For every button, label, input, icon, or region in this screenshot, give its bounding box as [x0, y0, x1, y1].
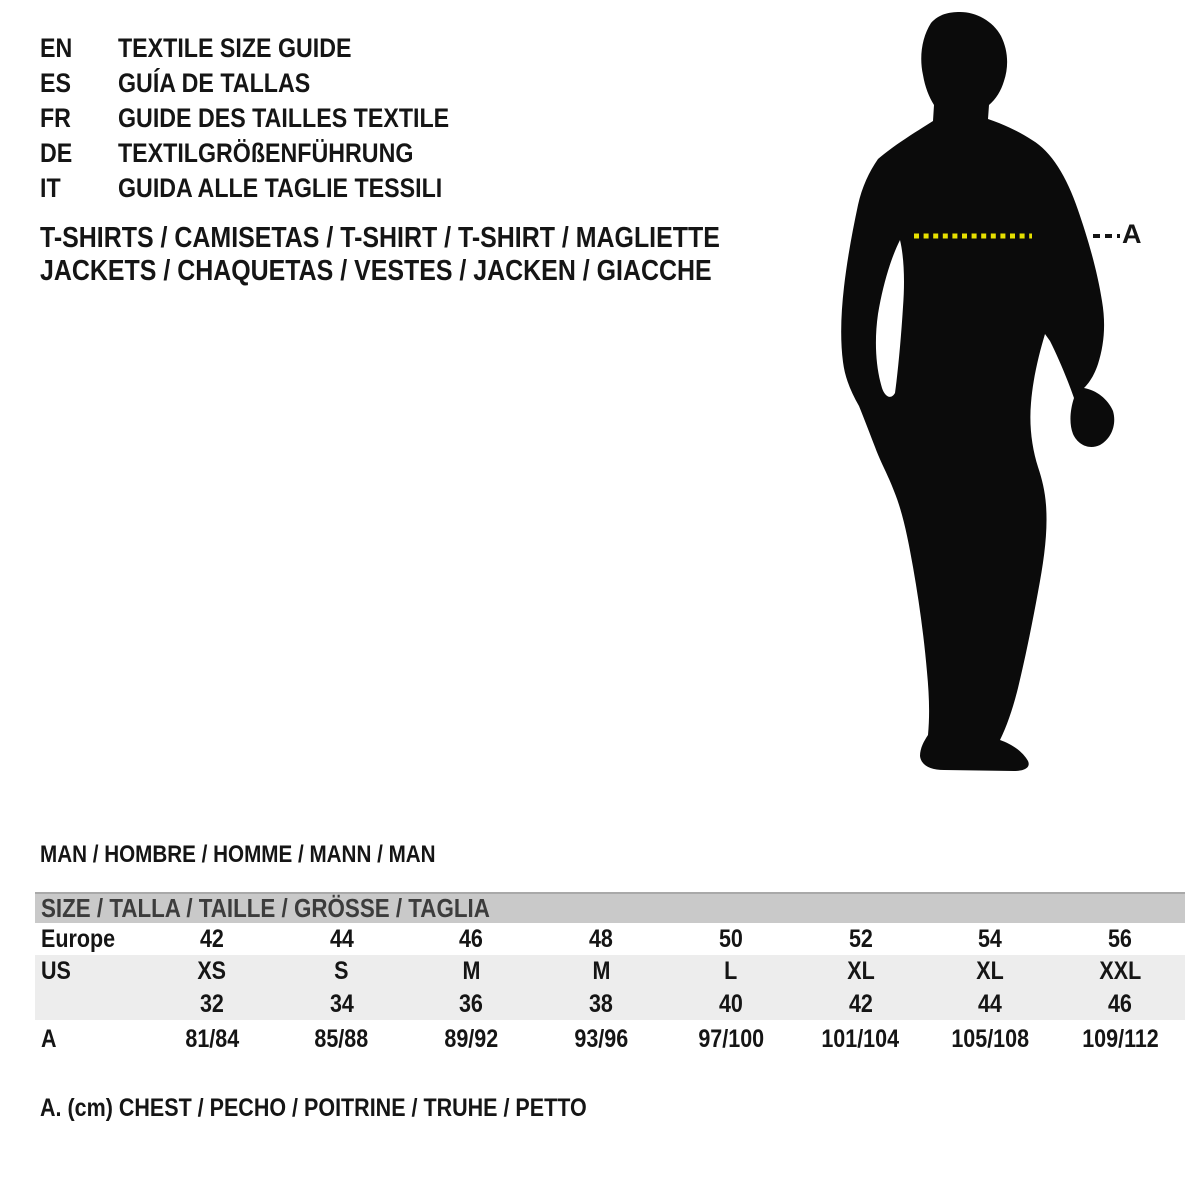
language-code: FR: [40, 103, 71, 133]
measure-label-a: A: [1122, 219, 1142, 249]
section-title-text: MAN / HOMBRE / HOMME / MANN / MAN: [40, 841, 436, 868]
size-cell: 56: [1108, 924, 1133, 953]
language-code: EN: [40, 33, 73, 63]
language-row: [40, 31, 503, 66]
size-cell: 85/88: [314, 1024, 369, 1053]
size-cell: 52: [848, 924, 873, 953]
category-line-tshirts: T-SHIRTS / CAMISETAS / T-SHIRT / T-SHIRT / MAGLIETTE: [40, 222, 720, 254]
row-label: US: [41, 957, 71, 985]
table-row-chest-a: [35, 1020, 1185, 1058]
row-label: A: [41, 1024, 57, 1053]
size-cell: XXL: [1099, 957, 1142, 985]
category-line-jackets: JACKETS / CHAQUETAS / VESTES / JACKEN / GIACCHE: [40, 255, 712, 287]
size-cell: 54: [978, 924, 1003, 953]
size-cell: 50: [718, 924, 743, 953]
size-cell: 42: [848, 989, 873, 1018]
table-row-us-numeric: [35, 988, 1185, 1020]
language-row: [40, 171, 503, 206]
measurement-footnote-text: A. (cm) CHEST / PECHO / POITRINE / TRUHE / PETTO: [40, 1094, 587, 1122]
size-cell: 48: [589, 924, 614, 953]
size-cell: 46: [1108, 989, 1133, 1018]
size-cell: 44: [329, 924, 354, 953]
size-cell: 44: [978, 989, 1003, 1018]
size-table-header-text: SIZE / TALLA / TAILLE / GRÖSSE / TAGLIA: [41, 893, 490, 923]
language-row: [40, 136, 503, 171]
size-cell: M: [462, 957, 481, 985]
language-label: GUÍA DE TALLAS: [118, 68, 311, 98]
section-title-man: [40, 841, 500, 869]
size-cell: 34: [329, 989, 354, 1018]
size-cell: M: [592, 957, 611, 985]
size-cell: 101/104: [821, 1024, 900, 1053]
language-label: GUIDA ALLE TAGLIE TESSILI: [118, 173, 443, 203]
size-table-header: [35, 892, 1185, 923]
size-cell: 81/84: [184, 1024, 239, 1053]
size-cell: 97/100: [697, 1024, 764, 1053]
language-label: GUIDE DES TAILLES TEXTILE: [118, 103, 450, 133]
man-body-outline: [841, 12, 1114, 771]
size-cell: 36: [459, 989, 484, 1018]
category-lines: [40, 222, 831, 288]
language-row: [40, 66, 503, 101]
language-label: TEXTILE SIZE GUIDE: [118, 33, 352, 63]
language-code: DE: [40, 138, 73, 168]
size-cell: 93/96: [574, 1024, 629, 1053]
size-cell: XL: [976, 957, 1005, 985]
man-silhouette: [840, 0, 1140, 800]
size-cell: 46: [459, 924, 484, 953]
language-row: [40, 101, 503, 136]
language-code: IT: [40, 173, 61, 203]
size-cell: 42: [199, 924, 224, 953]
hand-notch: [886, 502, 894, 530]
size-table: [35, 892, 1185, 1058]
size-cell: XS: [197, 957, 227, 985]
size-cell: 89/92: [444, 1024, 499, 1053]
language-list: [40, 31, 503, 206]
row-label: Europe: [41, 924, 116, 953]
table-row-europe: [35, 923, 1185, 955]
language-label: TEXTILGRÖßENFÜHRUNG: [118, 138, 414, 168]
size-cell: 109/112: [1081, 1024, 1159, 1053]
table-row-us: [35, 955, 1185, 988]
measurement-footnote: [40, 1094, 676, 1123]
size-cell: L: [724, 957, 738, 985]
size-cell: S: [334, 957, 349, 985]
size-cell: XL: [846, 957, 875, 985]
language-code: ES: [40, 68, 71, 98]
size-cell: 105/108: [951, 1024, 1030, 1053]
size-cell: 32: [199, 989, 224, 1018]
size-cell: 38: [589, 989, 614, 1018]
size-cell: 40: [718, 989, 743, 1018]
